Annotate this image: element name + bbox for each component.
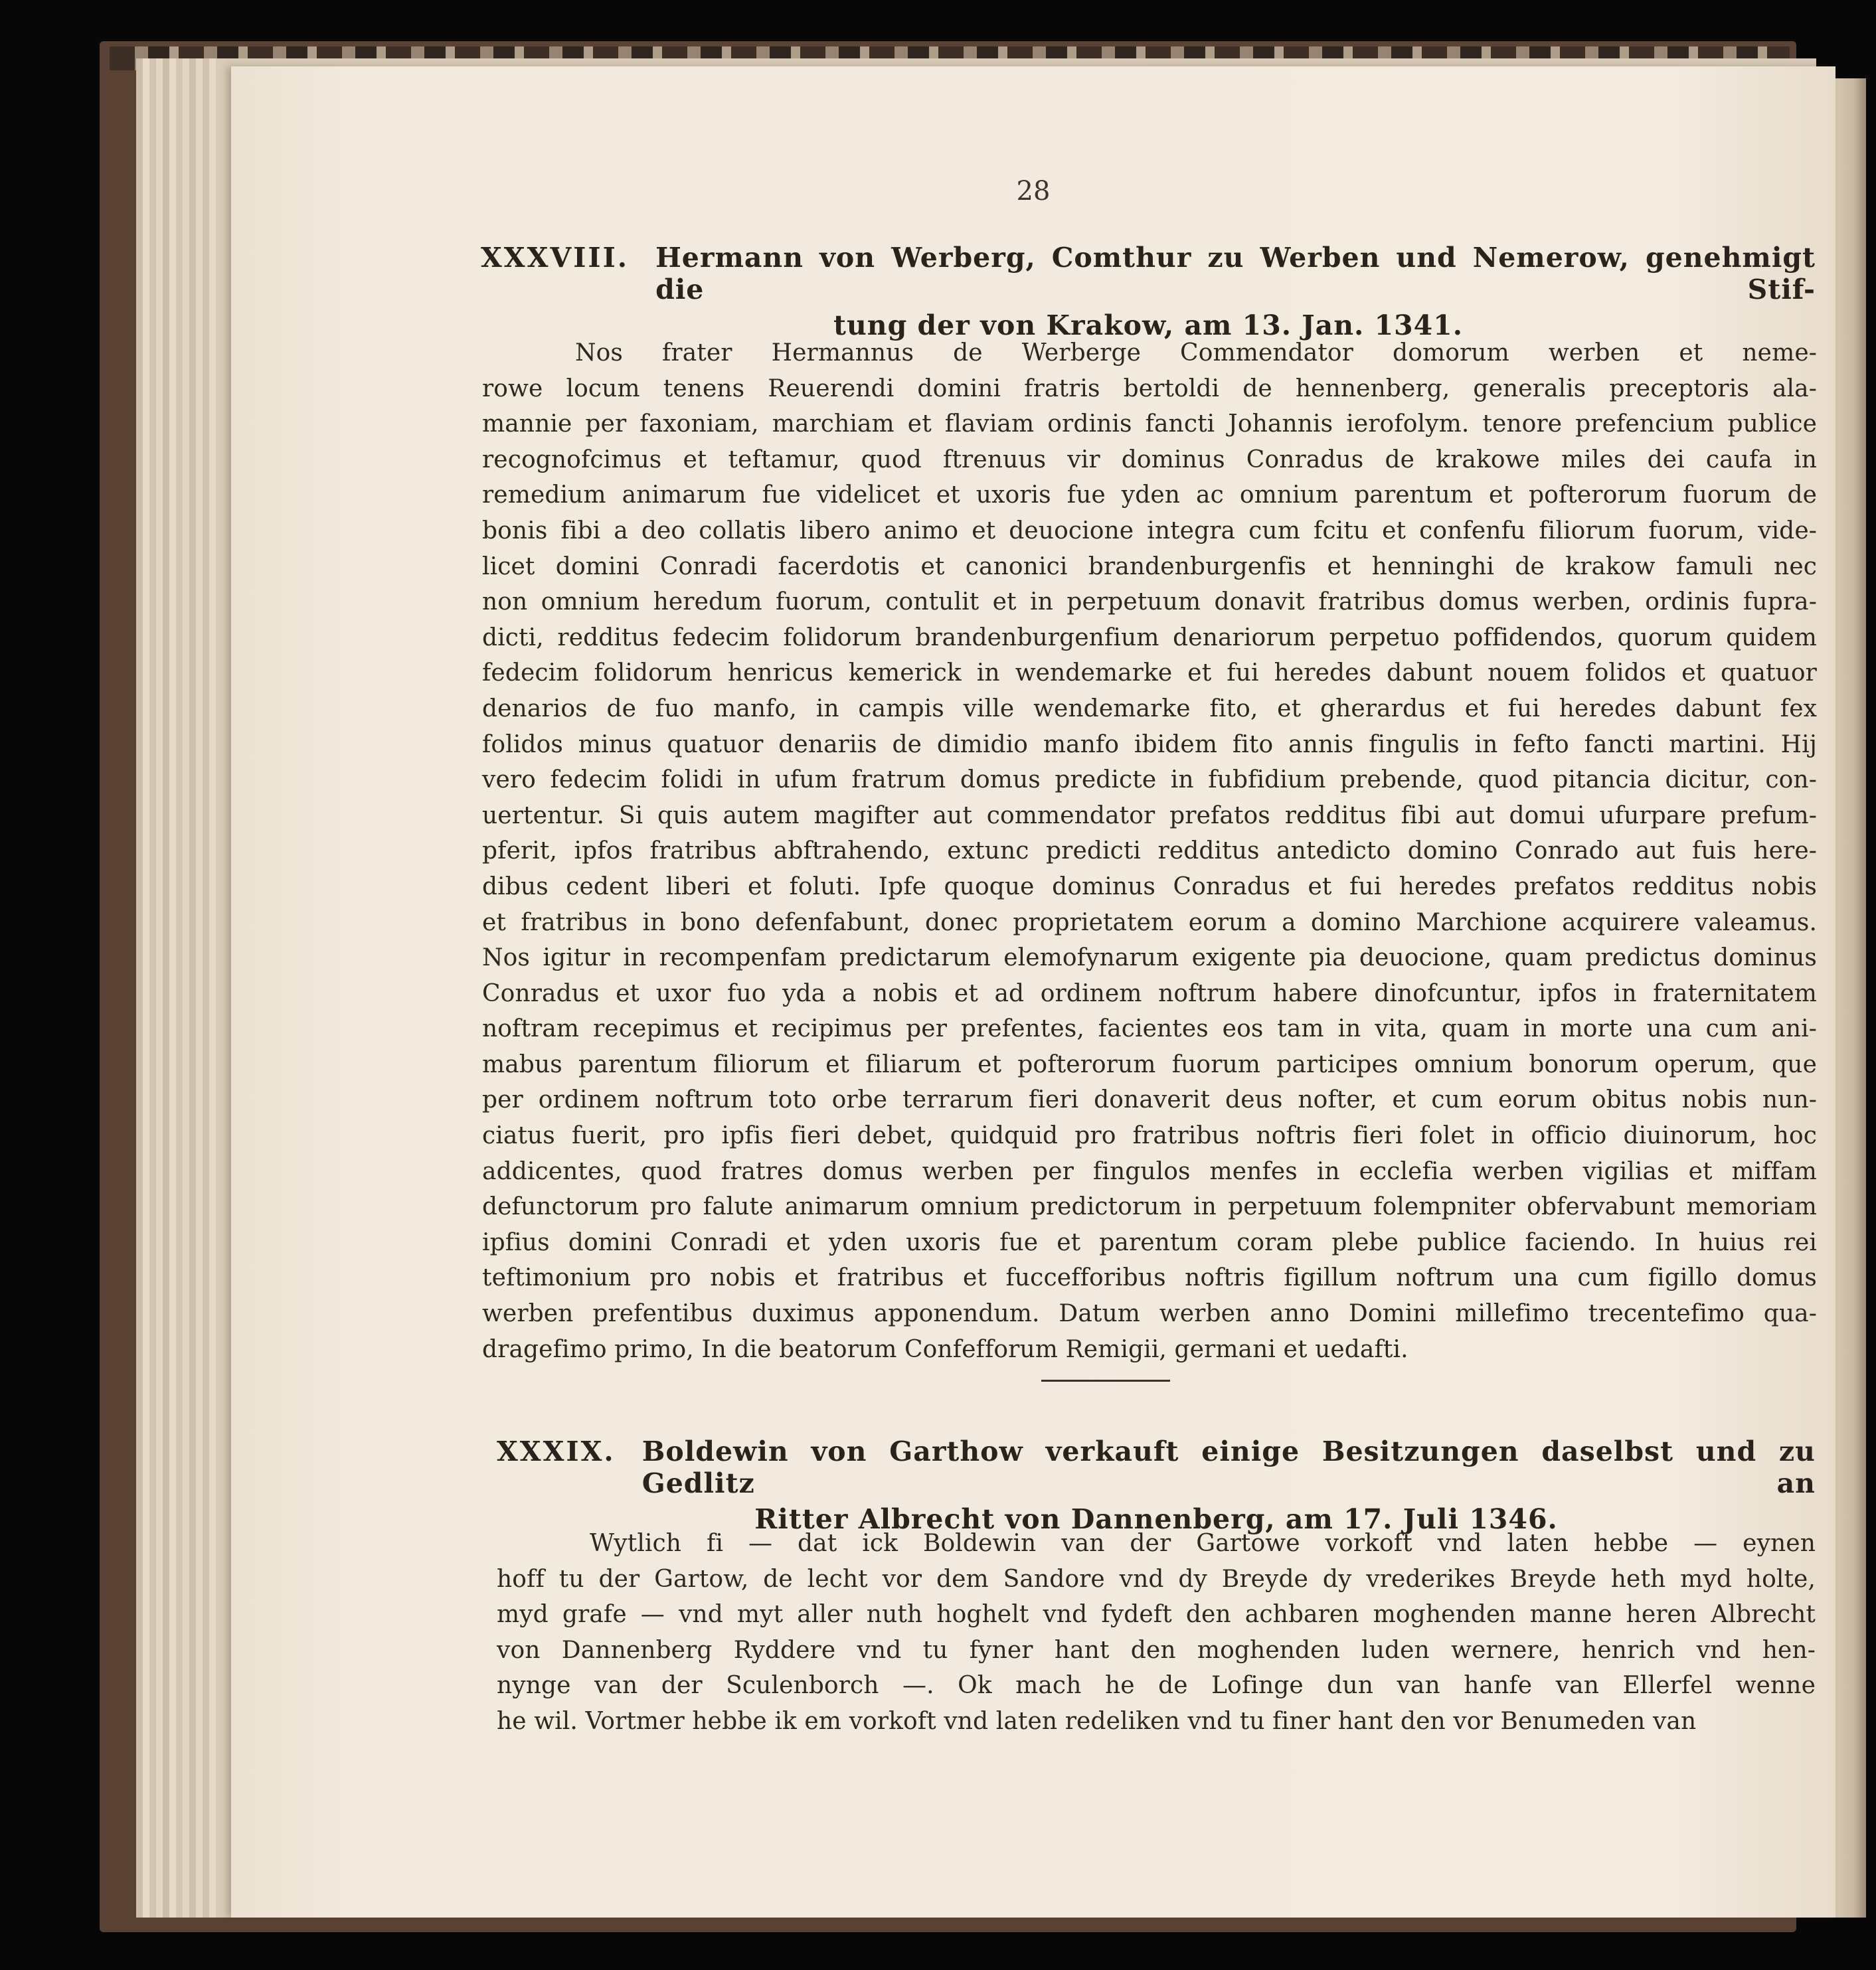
- text-line: per ordinem noftrum toto orbe terrarum fieri donaverit deus nofter, et cum eorum obitus nobis nun-: [482, 1086, 1817, 1114]
- text-line: et fratribus in bono defenfabunt, donec proprietatem eorum a domino Marchione acquirere valeamus.: [482, 908, 1817, 936]
- text-line: nynge van der Sculenborch —. Ok mach he de Lofinge dun van hanfe van Ellerfel wenne: [497, 1672, 1816, 1700]
- text-line: dicti, redditus fedecim folidorum brandenburgenfium denariorum perpetuo poffidendos, quorum quidem: [482, 623, 1817, 651]
- text-line: werben prefentibus duximus apponendum. Datum werben anno Domini millefimo trecentefimo qua-: [482, 1300, 1817, 1328]
- text-line: Nos frater Hermannus de Werberge Commendator domorum werben et neme-: [575, 339, 1817, 367]
- text-line: folidos minus quatuor denariis de dimidio manfo ibidem fito annis fingulis in fefto fancti martini. Hij: [482, 730, 1817, 758]
- doc39-heading: [497, 1436, 1816, 1535]
- text-line: mannie per faxoniam, marchiam et flaviam ordinis fancti Johannis ierofolym. tenore prefencium publice: [482, 410, 1817, 438]
- section-divider: [1041, 1380, 1170, 1382]
- text-line: recognofcimus et teftamur, quod ftrenuus vir dominus Conradus de krakowe miles dei caufa in: [482, 446, 1817, 473]
- text-line: dibus cedent liberi et foluti. Ipfe quoque dominus Conradus et fui heredes prefatos redditus nobis: [482, 872, 1817, 900]
- text-line: Nos igitur in recompenfam predictarum elemofynarum exigente pia deuocione, quam predictus dominus: [482, 944, 1817, 972]
- doc39-heading-line1: Boldewin von Garthow verkauft einige Besitzungen daselbst und zu Gedlitz an: [641, 1436, 1816, 1499]
- text-line: teftimonium pro nobis et fratribus et fuccefforibus noftris figillum noftrum una cum figillo domus: [482, 1264, 1817, 1292]
- right-page-edge: [1834, 78, 1866, 1918]
- text-line: licet domini Conradi facerdotis et canonici brandenburgenfis et henninghi de krakow famuli nec: [482, 552, 1817, 580]
- text-line: non omnium heredum fuorum, contulit et in perpetuum donavit fratribus domus werben, ordinis fupra-: [482, 588, 1817, 616]
- text-line: ipfius domini Conradi et yden uxoris fue et parentum coram plebe publice faciendo. In huius rei: [482, 1228, 1817, 1256]
- text-line: noftram recepimus et recipimus per prefentes, facientes eos tam in vita, quam in morte una cum ani-: [482, 1015, 1817, 1043]
- page-number: 28: [1016, 176, 1051, 206]
- doc39-body: [497, 1526, 1816, 1740]
- text-line: he wil. Vortmer hebbe ik em vorkoft vnd laten redeliken vnd tu finer hant den vor Benumeden van: [497, 1707, 1697, 1735]
- text-line: Conradus et uxor fuo yda a nobis et ad ordinem noftrum habere dinofcuntur, ipfos in fraternitatem: [482, 979, 1817, 1007]
- doc38-heading-line1: Hermann von Werberg, Comthur zu Werben und Nemerow, genehmigt die Stif-: [655, 242, 1816, 305]
- text-line: defunctorum pro falute animarum omnium predictorum in perpetuum folempniter obfervabunt memoriam: [482, 1193, 1817, 1221]
- text-line: fedecim folidorum henricus kemerick in wendemarke et fui heredes dabunt nouem folidos et quatuor: [482, 659, 1817, 687]
- doc39-heading-line2: Ritter Albrecht von Dannenberg, am 17. Juli 1346.: [754, 1503, 1558, 1535]
- doc38-body: [482, 335, 1817, 1367]
- text-line: denarios de fuo manfo, in campis ville wendemarke fito, et gherardus et fui heredes dabunt fex: [482, 695, 1817, 722]
- text-line: ciatus fuerit, pro ipfis fieri debet, quidquid pro fratribus noftris fieri folet in officio diuinorum, hoc: [482, 1122, 1817, 1150]
- doc38-heading-line2: tung der von Krakow, am 13. Jan. 1341.: [833, 309, 1463, 341]
- text-line: mabus parentum filiorum et filiarum et pofterorum fuorum participes omnium bonorum operum, que: [482, 1050, 1817, 1078]
- text-line: dragefimo primo, In die beatorum Confefforum Remigii, germani et uedafti.: [482, 1335, 1408, 1363]
- text-line: von Dannenberg Ryddere vnd tu fyner hant den moghenden luden wernere, henrich vnd hen-: [497, 1636, 1816, 1664]
- text-line: vero fedecim folidi in ufum fratrum domus predicte in fubfidium prebende, quod pitancia dicitur, con-: [482, 766, 1817, 794]
- book-page: [231, 66, 1835, 1918]
- text-line: addicentes, quod fratres domus werben per fingulos menfes in ecclefia werben vigilias et miffam: [482, 1157, 1817, 1185]
- text-line: uertentur. Si quis autem magifter aut commendator prefatos redditus fibi aut domui ufurpare prefum-: [482, 801, 1817, 829]
- text-line: bonis fibi a deo collatis libero animo et deuocione integra cum fcitu et confenfu filiorum fuorum, vide-: [482, 517, 1817, 544]
- doc38-heading: [481, 242, 1816, 341]
- text-line: hoff tu der Gartow, de lecht vor dem Sandore vnd dy Breyde dy vrederikes Breyde heth myd holte,: [497, 1565, 1816, 1593]
- doc39-number: XXXIX.: [497, 1436, 616, 1467]
- text-line: myd grafe — vnd myt aller nuth hoghelt vnd fydeft den achbaren moghenden manne heren Albrecht: [497, 1601, 1816, 1629]
- text-line: remedium animarum fue videlicet et uxoris fue yden ac omnium parentum et pofterorum fuorum de: [482, 481, 1817, 509]
- text-line: pferit, ipfos fratribus abftrahendo, extunc predicti redditus antedicto domino Conrado aut fuis here-: [482, 837, 1817, 865]
- text-line: rowe locum tenens Reuerendi domini fratris bertoldi de hennenberg, generalis preceptoris ala-: [482, 374, 1817, 402]
- text-line: Wytlich fi — dat ick Boldewin van der Gartowe vorkoft vnd laten hebbe — eynen: [590, 1530, 1816, 1557]
- doc38-number: XXXVIII.: [481, 242, 630, 274]
